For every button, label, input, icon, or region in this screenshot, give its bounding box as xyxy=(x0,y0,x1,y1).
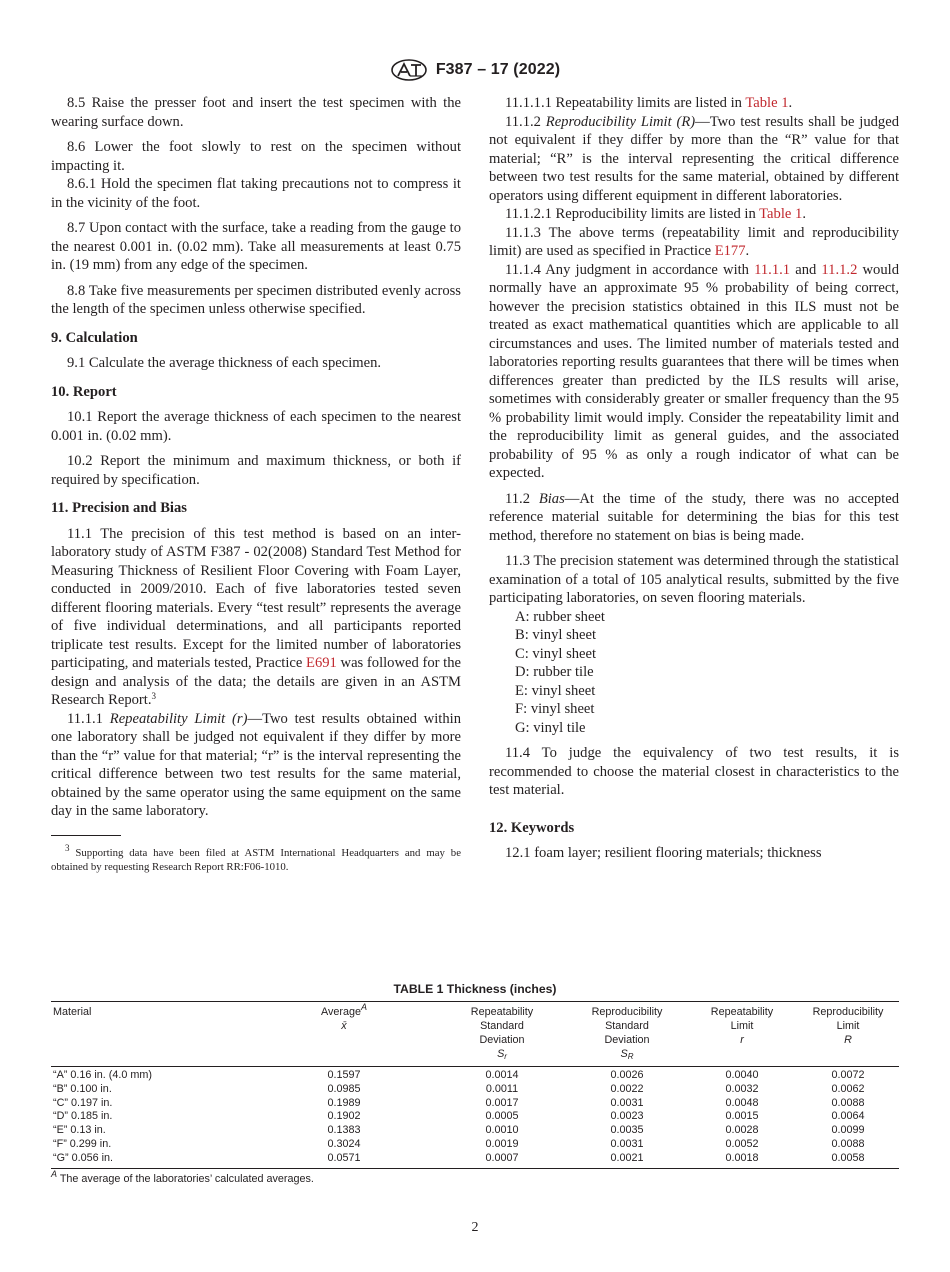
term-repeatability-limit: Repeatability Limit (r) xyxy=(109,710,248,727)
link-11-1-2[interactable]: 11.1.2 xyxy=(821,261,858,278)
col-header-reproducibility-sd: Reproducibility Standard Deviation $S_R$ xyxy=(567,1002,687,1067)
list-item: F: vinyl sheet xyxy=(515,701,595,717)
heading-precision-bias: 11. Precision and Bias xyxy=(51,500,187,516)
table-row: “D” 0.185 in. 0.1902 0.0005 0.0023 0.0015 0.0064 xyxy=(53,1110,865,1123)
term-bias: Bias xyxy=(538,490,565,507)
col-header-material: Material xyxy=(51,1002,251,1067)
footnote-ref-3[interactable]: 3 xyxy=(151,691,156,701)
heading-calculation: 9. Calculation xyxy=(51,329,138,346)
list-item: G: vinyl tile xyxy=(515,719,586,736)
col-header-reproducibility-limit: Reproducibility Limit R xyxy=(797,1002,899,1067)
table-title: TABLE 1 Thickness (inches) xyxy=(393,982,557,996)
section-10-2: 10.2 Report the minimum and maximum thickness, or both if required by specification. xyxy=(51,453,461,488)
page-header xyxy=(0,58,950,82)
table-footnote: $^A$ The average of the laboratories’ calculated averages. xyxy=(51,1168,314,1185)
heading-report: 10. Report xyxy=(51,383,117,400)
section-8-7: 8.7 Upon contact with the surface, take a reading from the gauge to the nearest 0.001 in. (0.02 mm). Take all measurements at least 0.75 in. (19 mm) from any edge of the specimen. xyxy=(51,220,461,273)
data-table xyxy=(51,1001,899,1169)
section-10-1: 10.1 Report the average thickness of each specimen to the nearest 0.001 in. (0.02 mm). xyxy=(51,409,461,444)
section-8-8: 8.8 Take five measurements per specimen distributed evenly across the length of the specimen unless otherwise specified. xyxy=(51,282,461,317)
link-table-1[interactable]: Table 1 xyxy=(745,95,789,111)
footnote-3: $^3$ Supporting data have been filed at ASTM International Headquarters and may be obtained by requesting Research Report RR:F06-1010. xyxy=(51,842,461,873)
section-11-4: 11.4 To judge the equivalency of two test results, it is recommended to choose the material closest in characteristics to the test material. xyxy=(489,745,899,798)
table-row: “A” 0.16 in. (4.0 mm) 0.1597 0.0014 0.0026 0.0040 0.0072 xyxy=(53,1069,865,1081)
section-11-1-1-1: 11.1.1.1 Repeatability limits are listed in Table 1. xyxy=(505,95,793,111)
link-table-1[interactable]: Table 1 xyxy=(759,206,803,222)
section-11-1-2-1: 11.1.2.1 Reproducibility limits are listed in Table 1. xyxy=(505,206,806,222)
section-12-1: 12.1 foam layer; resilient flooring materials; thickness xyxy=(505,845,822,861)
materials-list xyxy=(489,608,899,738)
list-item: E: vinyl sheet xyxy=(515,682,596,699)
list-item: A: rubber sheet xyxy=(515,608,605,625)
document-designation: F387 – 17 (2022) xyxy=(435,61,561,78)
section-8-6: 8.6 Lower the foot slowly to rest on the specimen without impacting it. xyxy=(51,139,461,174)
section-11-1-2: 11.1.2 Reproducibility Limit (R)—Two test results shall be judged not equivalent if they differ by more than the “R” value for that material; “R” is the interval representing the critical difference between two test results for the same material, obtained by different operators using different equipment in different laboratories. xyxy=(489,113,899,204)
col-header-repeatability-sd: Repeatability Standard Deviation $S_r$ xyxy=(437,1002,567,1067)
link-11-1-1[interactable]: 11.1.1 xyxy=(754,261,791,278)
table-row: “B” 0.100 in. 0.0985 0.0011 0.0022 0.0032 0.0062 xyxy=(53,1082,865,1095)
table-row: “F” 0.299 in. 0.3024 0.0019 0.0031 0.0052 0.0088 xyxy=(53,1137,865,1150)
table-body xyxy=(51,1067,899,1169)
section-11-1-4: 11.1.4 Any judgment in accordance with 11.1.1 and 11.1.2 would normally have an approximate 95 % probability of being correct, however the precision statistics obtained in this ILS must not be treated as exact mathematical quantities which are applicable to all circumstances and uses. The limited number of materials tested and laboratories reporting results guarantees that there will be times when differences greater than predicted by the ILS results will arise, sometimes with considerably greater or smaller frequency than the 95 % probability limit would imply. Consider the repeatability limit and the reproducibility limit as general guides, and the associated probability of 95 % as only a rough indicator of what can be expected. xyxy=(489,261,899,481)
section-8-5: 8.5 Raise the presser foot and insert the test specimen with the wearing surface down. xyxy=(51,95,461,130)
link-e691[interactable]: E691 xyxy=(306,655,337,671)
section-11-1: 11.1 The precision of this test method is based on an inter-laboratory study of ASTM F387 - 02(2008) Standard Test Method for Measuring Thickness of Resilient Floor Covering with Foam Layer, conducted in 2009/2010. Each of five laboratories tested seven different flooring materials. Every “test result” represents the average of five individual determinations, and all participants reported triplicate test results. Except for the limited number of laboratories participating, and materials tested, Practice E691 was followed for the design and analysis of the data; the details are given in an ASTM Research Report.$^3$ xyxy=(51,525,461,708)
section-8-6-1: 8.6.1 Hold the specimen flat taking precautions not to compress it in the vicinity of the foot. xyxy=(51,176,461,211)
thickness-table xyxy=(51,982,899,1185)
link-e177[interactable]: E177 xyxy=(714,243,746,259)
list-item: D: rubber tile xyxy=(515,664,594,680)
astm-logo-icon xyxy=(390,59,428,81)
table-header-row xyxy=(51,1002,899,1067)
term-reproducibility-limit: Reproducibility Limit (R) xyxy=(545,113,696,130)
section-11-2: 11.2 Bias—At the time of the study, there was no accepted reference material suitable for determining the bias for this test method, therefore no statement on bias is being made. xyxy=(489,490,899,544)
right-column xyxy=(489,94,899,863)
table-row: “G” 0.056 in. 0.0571 0.0007 0.0021 0.0018 0.0058 xyxy=(51,1152,899,1168)
section-11-3: 11.3 The precision statement was determined through the statistical examination of a total of 105 analytical results, submitted by the five participating laboratories, on seven flooring materials. xyxy=(489,553,899,606)
footnote-divider xyxy=(51,835,121,836)
list-item: B: vinyl sheet xyxy=(515,627,597,643)
heading-keywords: 12. Keywords xyxy=(489,819,575,836)
left-column xyxy=(51,94,461,875)
table-row: “E” 0.13 in. 0.1383 0.0010 0.0035 0.0028 0.0099 xyxy=(53,1124,865,1137)
col-header-average: Average$^A$ x̄ xyxy=(251,1002,437,1067)
section-11-1-3: 11.1.3 The above terms (repeatability limit and reproducibility limit) are used as specified in Practice E177. xyxy=(489,224,899,259)
section-9-1: 9.1 Calculate the average thickness of each specimen. xyxy=(67,355,382,371)
section-11-1-1: 11.1.1 Repeatability Limit (r)—Two test results obtained within one laboratory shall be judged not equivalent if they differ by more than the “r” value for that material; “r” is the interval representing the critical difference between two test results for the same material, obtained by the same operator using the same equipment on the same day in the same laboratory. xyxy=(51,710,462,819)
col-header-repeatability-limit: Repeatability Limit r xyxy=(687,1002,797,1067)
table-row: “C” 0.197 in. 0.1989 0.0017 0.0031 0.0048 0.0088 xyxy=(53,1096,865,1109)
page-number: 2 xyxy=(471,1220,479,1235)
list-item: C: vinyl sheet xyxy=(515,645,597,662)
